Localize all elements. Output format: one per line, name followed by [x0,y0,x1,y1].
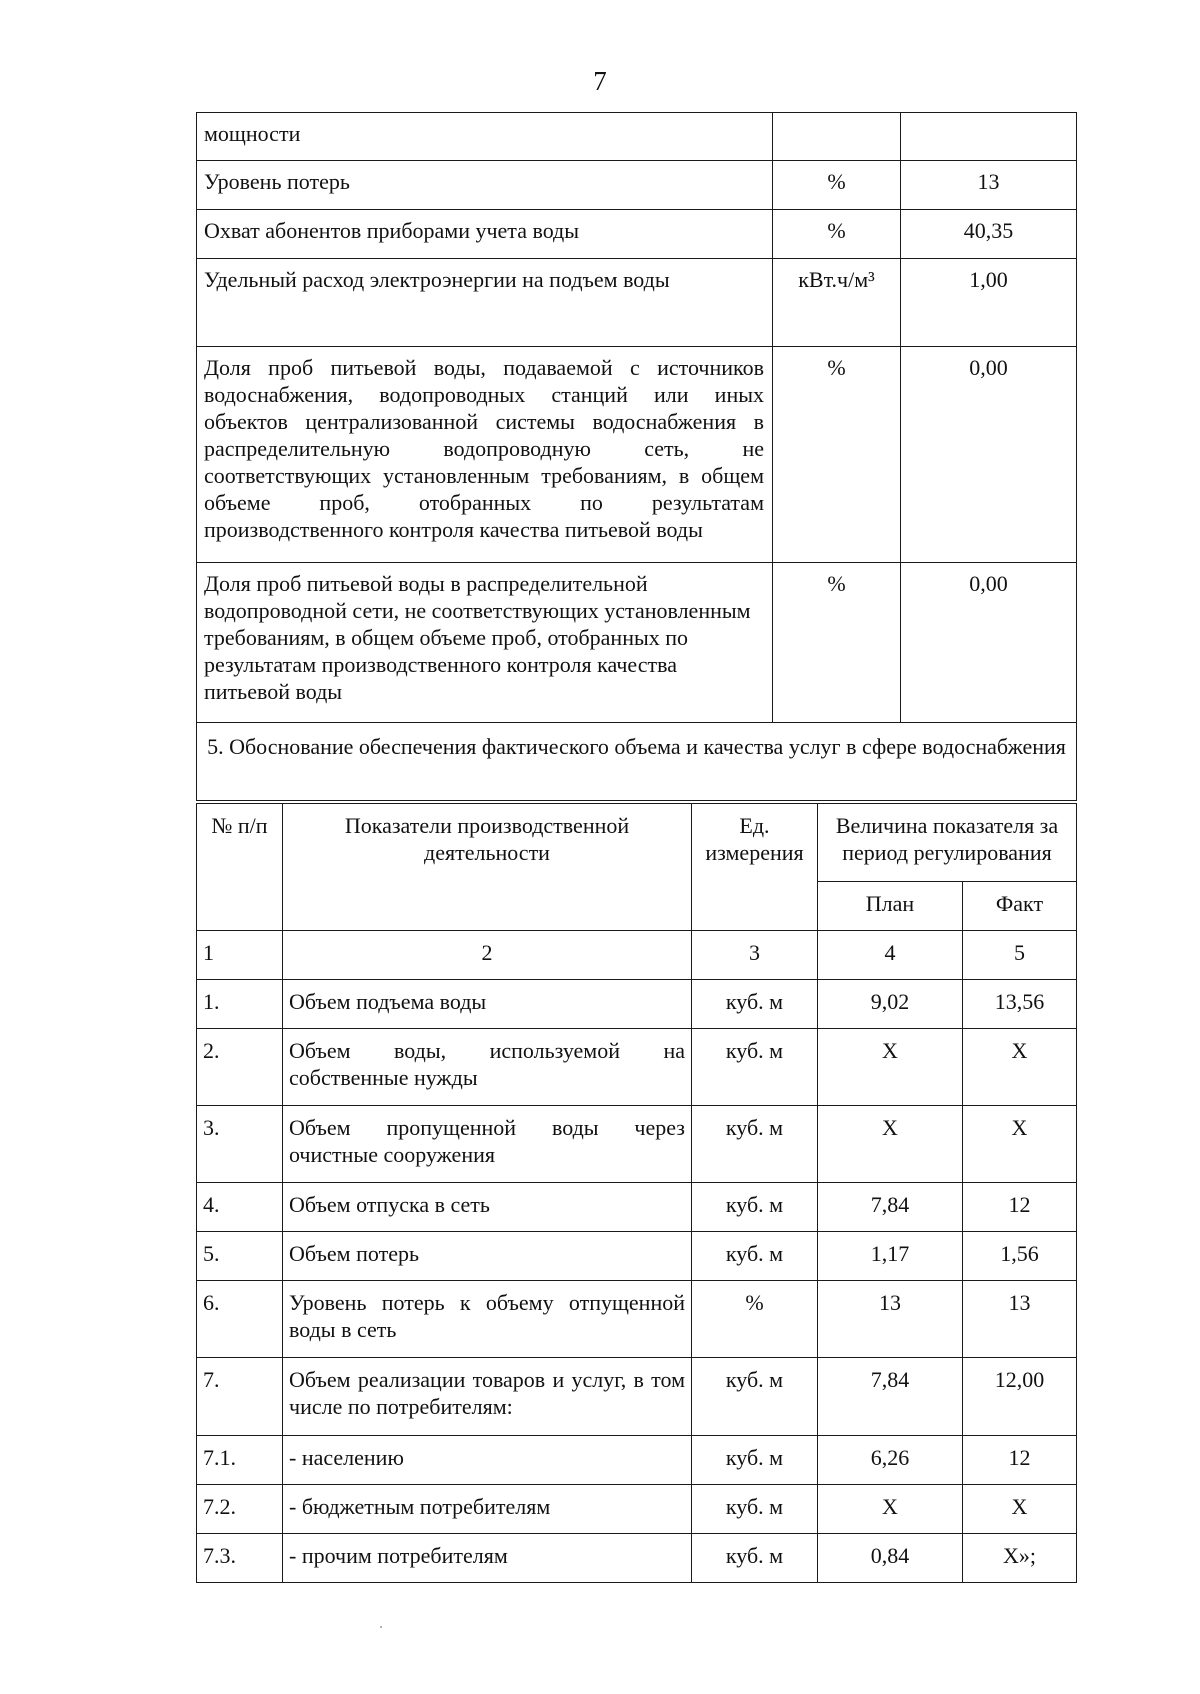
table-row [197,113,1077,161]
indicator-cell: Удельный расход электроэнергии на подъем воды [197,259,773,347]
row-unit: куб. м [692,1106,818,1183]
row-indicator: - прочим потребителям [283,1534,692,1583]
table-row [197,210,1077,259]
row-indicator: Объем отпуска в сеть [283,1183,692,1232]
production-indicators-table [196,803,1077,1583]
row-fact: Х [963,1106,1077,1183]
row-fact: 12 [963,1436,1077,1485]
row-plan: 1,17 [818,1232,963,1281]
row-plan: Х [818,1029,963,1106]
row-fact: Х»; [963,1534,1077,1583]
row-indicator: Объем воды, используемой на собственные нужды [283,1029,692,1106]
row-indicator: - бюджетным потребителям [283,1485,692,1534]
column-number-row [197,931,1077,980]
indicator-cell: Доля проб питьевой воды, подаваемой с источников водоснабжения, водопроводных станций или иных объектов централизованной системы водоснабжения в распределительную водопроводную сеть, не соответствующих установленным требованиям, в общем объеме проб, отобранных по результатам производственного контроля качества питьевой воды [197,347,773,563]
header-unit: Ед. измерения [692,804,818,931]
row-indicator: Объем пропущенной воды через очистные сооружения [283,1106,692,1183]
row-num: 7.1. [197,1436,283,1485]
unit-cell [773,113,901,161]
row-plan: 13 [818,1281,963,1358]
row-indicator: Объем потерь [283,1232,692,1281]
indicator-cell: Доля проб питьевой воды в распределительной водопроводной сети, не соответствующих установленным требованиям, в общем объеме проб, отобранных по результатам производственного контроля качества питьевой воды [197,563,773,723]
table-row [197,1232,1077,1281]
table-row [197,1485,1077,1534]
header-period: Величина показателя за период регулирования [818,804,1077,882]
section-heading: 5. Обоснование обеспечения фактического объема и качества услуг в сфере водоснабжения [197,723,1077,801]
table-row [197,1534,1077,1583]
value-cell: 0,00 [901,347,1077,563]
row-fact: 13,56 [963,980,1077,1029]
row-unit: куб. м [692,1029,818,1106]
unit-cell: % [773,347,901,563]
column-number: 5 [963,931,1077,980]
header-num: № п/п [197,804,283,931]
indicator-cell: мощности [197,113,773,161]
section-heading-row [197,723,1077,801]
row-indicator: Объем реализации товаров и услуг, в том числе по потребителям: [283,1358,692,1436]
value-cell: 13 [901,161,1077,210]
unit-cell: кВт.ч/м³ [773,259,901,347]
row-unit: % [692,1281,818,1358]
table-row [197,1029,1077,1106]
row-unit: куб. м [692,1358,818,1436]
row-num: 7. [197,1358,283,1436]
row-unit: куб. м [692,1183,818,1232]
row-plan: 9,02 [818,980,963,1029]
row-fact: Х [963,1485,1077,1534]
row-fact: 13 [963,1281,1077,1358]
row-unit: куб. м [692,1485,818,1534]
table-row [197,347,1077,563]
unit-cell: % [773,563,901,723]
row-num: 1. [197,980,283,1029]
header-row [197,804,1077,882]
value-cell: 1,00 [901,259,1077,347]
unit-cell: % [773,210,901,259]
table-row [197,161,1077,210]
row-fact: 1,56 [963,1232,1077,1281]
row-indicator: Уровень потерь к объему отпущенной воды в сеть [283,1281,692,1358]
value-cell: 0,00 [901,563,1077,723]
table-row [197,1281,1077,1358]
scan-speck [380,1626,382,1628]
table-row [197,563,1077,723]
table-row [197,1358,1077,1436]
column-number: 1 [197,931,283,980]
row-num: 7.3. [197,1534,283,1583]
row-num: 3. [197,1106,283,1183]
indicator-cell: Охват абонентов приборами учета воды [197,210,773,259]
table-row [197,259,1077,347]
row-plan: 7,84 [818,1183,963,1232]
table-row [197,1436,1077,1485]
column-number: 4 [818,931,963,980]
indicators-table-top [196,112,1077,801]
row-num: 5. [197,1232,283,1281]
row-plan: 7,84 [818,1358,963,1436]
header-plan: План [818,882,963,931]
row-num: 4. [197,1183,283,1232]
row-unit: куб. м [692,1534,818,1583]
header-indicator: Показатели производственной деятельности [283,804,692,931]
row-num: 2. [197,1029,283,1106]
row-unit: куб. м [692,980,818,1029]
row-fact: 12 [963,1183,1077,1232]
value-cell: 40,35 [901,210,1077,259]
row-unit: куб. м [692,1436,818,1485]
table-row [197,1183,1077,1232]
row-plan: 0,84 [818,1534,963,1583]
row-unit: куб. м [692,1232,818,1281]
row-plan: Х [818,1485,963,1534]
row-plan: Х [818,1106,963,1183]
row-num: 6. [197,1281,283,1358]
indicator-cell: Уровень потерь [197,161,773,210]
row-indicator: - населению [283,1436,692,1485]
value-cell [901,113,1077,161]
row-plan: 6,26 [818,1436,963,1485]
row-fact: Х [963,1029,1077,1106]
header-fact: Факт [963,882,1077,931]
page-number: 7 [593,66,607,96]
column-number: 3 [692,931,818,980]
table-row [197,1106,1077,1183]
column-number: 2 [283,931,692,980]
row-num: 7.2. [197,1485,283,1534]
table-row [197,980,1077,1029]
row-fact: 12,00 [963,1358,1077,1436]
unit-cell: % [773,161,901,210]
row-indicator: Объем подъема воды [283,980,692,1029]
